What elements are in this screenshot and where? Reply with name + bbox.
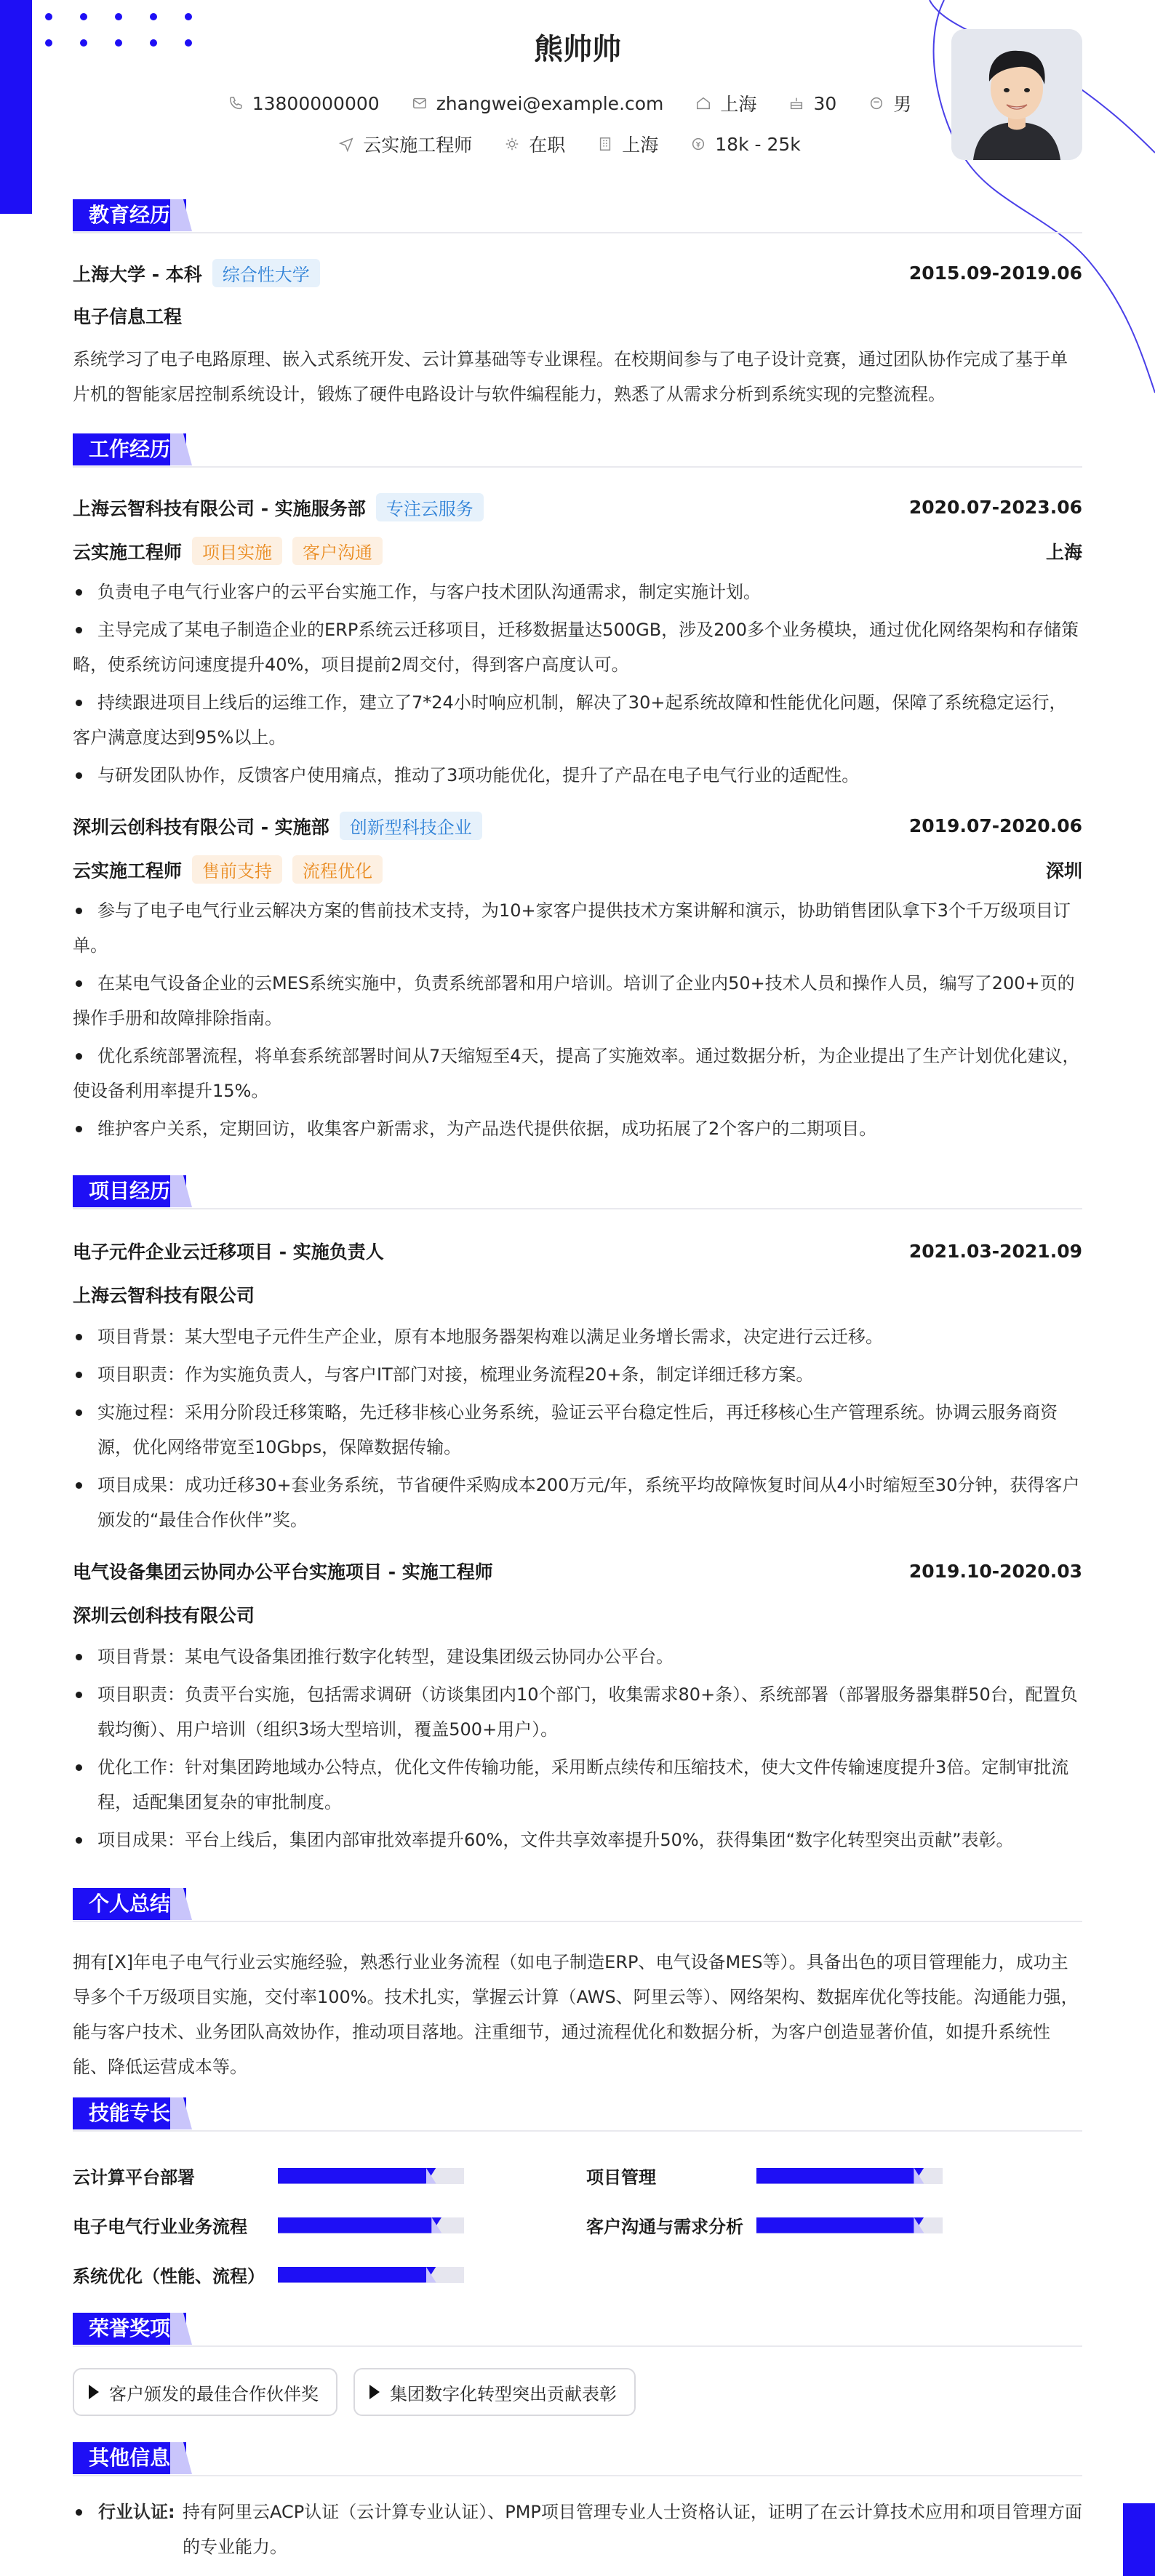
skill-name: 客户沟通与需求分析 xyxy=(586,2217,743,2237)
list-item: 持续跟进项目上线后的运维工作，建立了7*24小时响应机制，解决了30+起系统故障和性能优化问题，保障了系统稳定运行，客户满意度达到95%以上。 xyxy=(73,685,1082,755)
other-info-item xyxy=(73,2495,1082,2564)
section-title: 教育经历 xyxy=(73,199,186,231)
skill-bar-fill xyxy=(756,2168,924,2184)
city-text: 上海 xyxy=(720,94,757,115)
list-item: 项目背景：某电气设备集团推行数字化转型，建设集团级云协同办公平台。 xyxy=(73,1639,1082,1674)
gender-icon xyxy=(868,95,884,111)
work-date: 2019.07-2020.06 xyxy=(908,815,1082,836)
section-title: 其他信息 xyxy=(73,2442,186,2474)
section-title: 工作经历 xyxy=(73,433,186,465)
phone-text: 13800000000 xyxy=(252,92,380,114)
building-icon xyxy=(597,136,613,152)
skill-bar-fill xyxy=(278,2267,436,2283)
skill-bar xyxy=(278,2267,464,2283)
skill-name: 云计算平台部署 xyxy=(73,2167,195,2188)
section-title: 技能专长 xyxy=(73,2097,186,2129)
section-education-header xyxy=(73,199,1082,233)
salary-text: 18k - 25k xyxy=(715,133,801,155)
home-icon xyxy=(695,95,711,111)
mail-icon xyxy=(412,95,428,111)
gear-icon xyxy=(504,136,520,152)
work-role-row xyxy=(73,537,1082,565)
honor-text: 集团数字化转型突出贡献表彰 xyxy=(390,2383,617,2404)
skill-name: 系统优化（性能、流程） xyxy=(73,2266,265,2287)
list-item: 与研发团队协作，反馈客户使用痛点，推动了3项功能优化，提升了产品在电子电气行业的适配性。 xyxy=(73,758,1082,793)
honor-item xyxy=(73,2368,337,2416)
role-title: 云实施工程师 xyxy=(73,541,183,563)
job-title-info xyxy=(338,131,472,157)
section-honors-header xyxy=(73,2313,1082,2346)
skill-item xyxy=(586,2212,943,2238)
list-item: 项目成果：成功迁移30+套业务系统，节省硬件采购成本200万元/年，系统平均故障恢复时间从4小时缩短至30分钟，获得客户颁发的“最佳合作伙伴”奖。 xyxy=(73,1468,1082,1537)
gender-text: 男 xyxy=(893,94,912,115)
school-tag: 综合性大学 xyxy=(212,259,320,287)
work-entry-header xyxy=(73,493,1082,521)
work-bullets xyxy=(73,575,1082,796)
email-text: zhangwei@example.com xyxy=(436,92,664,114)
skill-bar xyxy=(756,2217,943,2233)
project-title: 电子元件企业云迁移项目 - 实施负责人 xyxy=(73,1241,384,1263)
skill-bar-fill xyxy=(278,2168,436,2184)
summary-text: 拥有[X]年电子电气行业云实施经验，熟悉行业业务流程（如电子制造ERP、电气设备MES等）。具备出色的项目管理能力，成功主导多个千万级项目实施，交付率100%。技术扎实，掌握云计算（AWS、阿里云等）、网络架构、数据库优化等技能。沟通能力强，能与客户技术、业务团队高效协作，推动项目落地。注重细节，通过流程优化和数据分析，为客户创造显著价值，如提升系统性能、降低运营成本等。 xyxy=(73,1952,1079,2077)
skill-bar xyxy=(278,2168,464,2184)
list-item: 参与了电子电气行业云解决方案的售前技术支持，为10+家客户提供技术方案讲解和演示，协助销售团队拿下3个千万级项目订单。 xyxy=(73,893,1082,963)
list-item: 优化系统部署流程，将单套系统部署时间从7天缩短至4天，提高了实施效率。通过数据分析，为企业提出了生产计划优化建议，使设备利用率提升15%。 xyxy=(73,1039,1082,1108)
list-item: 优化工作：针对集团跨地域办公特点，优化文件传输功能，采用断点续传和压缩技术，使大文件传输速度提升3倍。定制审批流程，适配集团复杂的审批制度。 xyxy=(73,1750,1082,1820)
age-text: 30 xyxy=(813,92,837,114)
skill-bar xyxy=(278,2217,464,2233)
work-city-info xyxy=(597,131,658,157)
work-date: 2020.07-2023.06 xyxy=(908,497,1082,518)
project-entry-header xyxy=(73,1238,1082,1264)
work-city-text: 上海 xyxy=(622,135,659,156)
role-tag: 售前支持 xyxy=(192,855,282,884)
triangle-icon xyxy=(89,2385,99,2399)
education-description: 系统学习了电子电路原理、嵌入式系统开发、云计算基础等专业课程。在校期间参与了电子设计竞赛，通过团队协作完成了基于单片机的智能家居控制系统设计，锻炼了硬件电路设计与软件编程能力，熟悉了从需求分析到系统实现的完整流程。 xyxy=(73,349,1068,404)
project-title: 电气设备集团云协同办公平台实施项目 - 实施工程师 xyxy=(73,1561,493,1583)
skill-bar-fill xyxy=(756,2217,924,2233)
skill-bar xyxy=(756,2168,943,2184)
gender-info xyxy=(868,90,911,116)
project-entry-header xyxy=(73,1558,1082,1584)
work-role-row xyxy=(73,855,1082,884)
list-item: 实施过程：采用分阶段迁移策略，先迁移非核心业务系统，验证云平台稳定性后，再迁移核心生产管理系统。协调云服务商资源，优化网络带宽至10Gbps，保障数据传输。 xyxy=(73,1395,1082,1465)
age-info xyxy=(788,93,836,114)
list-item: 项目成果：平台上线后，集团内部审批效率提升60%，文件共享效率提升50%，获得集团“数字化转型突出贡献”表彰。 xyxy=(73,1823,1082,1857)
company-tag: 创新型科技企业 xyxy=(340,812,482,840)
section-other-header xyxy=(73,2442,1082,2476)
skill-name: 电子电气行业业务流程 xyxy=(73,2217,247,2237)
other-text: 持有阿里云ACP认证（云计算专业认证）、PMP项目管理专业人士资格认证，证明了在云计算技术应用和项目管理方面的专业能力。 xyxy=(183,2502,1082,2557)
project-bullets xyxy=(73,1639,1082,1860)
section-title: 荣誉奖项 xyxy=(73,2313,186,2345)
list-item: 项目职责：负责平台实施，包括需求调研（访谈集团内10个部门，收集需求80+条）、系统部署（部署服务器集群50台，配置负载均衡）、用户培训（组织3场大型培训，覆盖500+用户）。 xyxy=(73,1677,1082,1747)
other-label: 行业认证: xyxy=(98,2502,175,2522)
skill-item xyxy=(73,2163,464,2188)
list-item: 负责电子电气行业客户的云平台实施工作，与客户技术团队沟通需求，制定实施计划。 xyxy=(73,575,1082,609)
work-location: 深圳 xyxy=(1045,860,1082,881)
city-info xyxy=(695,90,756,116)
project-company: 上海云智科技有限公司 xyxy=(73,1285,255,1306)
school-name: 上海大学 - 本科 xyxy=(73,263,202,285)
list-item: 在某电气设备企业的云MES系统实施中，负责系统部署和用户培训。培训了企业内50+技术人员和操作人员，编写了200+页的操作手册和故障排除指南。 xyxy=(73,966,1082,1036)
email-info xyxy=(412,93,664,114)
company-tag: 专注云服务 xyxy=(376,493,484,521)
project-company: 深圳云创科技有限公司 xyxy=(73,1605,255,1626)
list-item: 主导完成了某电子制造企业的ERP系统云迁移项目，迁移数据量达500GB，涉及200多个业务模块，通过优化网络架构和存储策略，使系统访问速度提升40%，项目提前2周交付，得到客户高度认可。 xyxy=(73,612,1082,682)
honor-item xyxy=(353,2368,636,2416)
section-title: 个人总结 xyxy=(73,1888,186,1920)
education-entry xyxy=(73,259,1082,287)
cake-icon xyxy=(788,95,804,111)
company-name: 上海云智科技有限公司 - 实施服务部 xyxy=(73,497,366,519)
status-info xyxy=(504,131,565,157)
status-text: 在职 xyxy=(529,135,566,156)
list-item: 项目背景：某大型电子元件生产企业，原有本地服务器架构难以满足业务增长需求，决定进行云迁移。 xyxy=(73,1319,1082,1354)
salary-info xyxy=(690,134,801,155)
list-item: 项目职责：作为实施负责人，与客户IT部门对接，梳理业务流程20+条，制定详细迁移方案。 xyxy=(73,1357,1082,1392)
skill-name: 项目管理 xyxy=(586,2167,656,2188)
job-title-text: 云实施工程师 xyxy=(363,135,473,156)
role-title: 云实施工程师 xyxy=(73,860,183,881)
decorative-bar-right xyxy=(1123,2503,1155,2576)
skill-item xyxy=(73,2262,464,2287)
work-entry-header xyxy=(73,812,1082,840)
role-tag: 流程优化 xyxy=(292,855,383,884)
send-icon xyxy=(338,136,354,152)
skill-bar-fill xyxy=(278,2217,441,2233)
work-location: 上海 xyxy=(1045,541,1082,563)
section-skills-header xyxy=(73,2097,1082,2131)
coin-icon xyxy=(690,136,706,152)
list-item: 维护客户关系，定期回访，收集客户新需求，为产品迭代提供依据，成功拓展了2个客户的二期项目。 xyxy=(73,1111,1082,1146)
education-date: 2015.09-2019.06 xyxy=(908,263,1082,284)
section-summary-header xyxy=(73,1888,1082,1921)
major: 电子信息工程 xyxy=(73,306,183,327)
company-name: 深圳云创科技有限公司 - 实施部 xyxy=(73,816,329,838)
role-tag: 客户沟通 xyxy=(292,537,383,565)
triangle-icon xyxy=(369,2385,380,2399)
phone-info xyxy=(228,93,380,114)
phone-icon xyxy=(228,95,244,111)
section-projects-header xyxy=(73,1175,1082,1209)
candidate-name: 熊帅帅 xyxy=(534,33,621,66)
work-bullets xyxy=(73,893,1082,1149)
skill-item xyxy=(73,2212,464,2238)
section-title: 项目经历 xyxy=(73,1175,186,1207)
avatar xyxy=(951,29,1082,160)
project-date: 2019.10-2020.03 xyxy=(908,1560,1082,1582)
skill-item xyxy=(586,2163,943,2188)
role-tag: 项目实施 xyxy=(192,537,282,565)
section-work-header xyxy=(73,433,1082,467)
project-date: 2021.03-2021.09 xyxy=(908,1240,1082,1262)
honor-text: 客户颁发的最佳合作伙伴奖 xyxy=(109,2383,319,2404)
project-bullets xyxy=(73,1319,1082,1540)
